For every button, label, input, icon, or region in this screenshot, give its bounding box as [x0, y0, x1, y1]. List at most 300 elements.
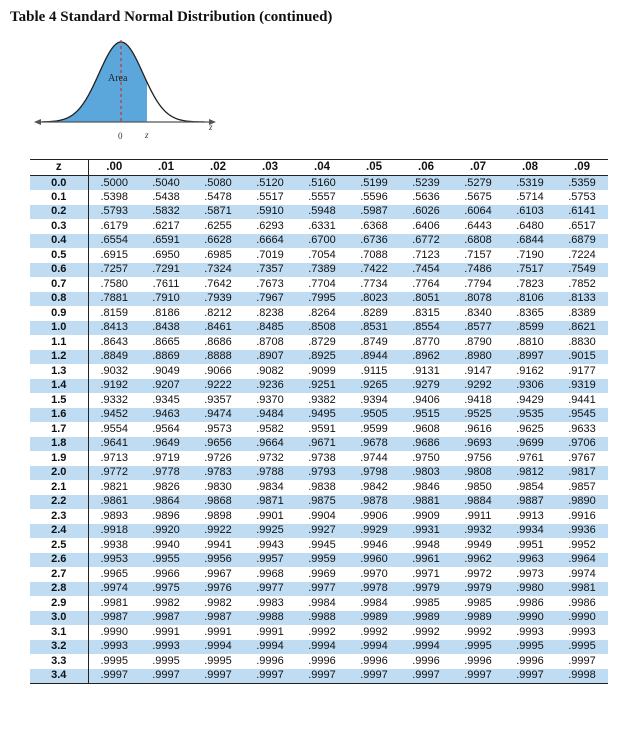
probability-cell: .9949 — [452, 538, 504, 553]
probability-cell: .9896 — [140, 509, 192, 524]
probability-cell: .8315 — [400, 306, 452, 321]
probability-cell: .9997 — [504, 669, 556, 684]
column-header: .00 — [88, 160, 140, 176]
probability-cell: .9993 — [140, 640, 192, 655]
table-row — [30, 654, 608, 669]
probability-cell: .9382 — [296, 393, 348, 408]
z-header: z — [30, 160, 88, 176]
probability-cell: .8621 — [556, 321, 608, 336]
probability-cell: .9994 — [192, 640, 244, 655]
z-value: 1.2 — [30, 350, 88, 365]
probability-cell: .9878 — [348, 495, 400, 510]
table-body — [30, 176, 608, 684]
probability-cell: .9861 — [88, 495, 140, 510]
probability-cell: .8962 — [400, 350, 452, 365]
probability-cell: .9994 — [400, 640, 452, 655]
probability-cell: .8264 — [296, 306, 348, 321]
probability-cell: .9940 — [140, 538, 192, 553]
z-value: 2.4 — [30, 524, 88, 539]
probability-cell: .9997 — [140, 669, 192, 684]
probability-cell: .5832 — [140, 205, 192, 220]
probability-cell: .7054 — [296, 248, 348, 263]
probability-cell: .8508 — [296, 321, 348, 336]
probability-cell: .9826 — [140, 480, 192, 495]
probability-cell: .9955 — [140, 553, 192, 568]
probability-cell: .9995 — [88, 654, 140, 669]
z-value: 0.5 — [30, 248, 88, 263]
probability-cell: .6554 — [88, 234, 140, 249]
probability-cell: .9980 — [504, 582, 556, 597]
probability-cell: .8554 — [400, 321, 452, 336]
table-row — [30, 219, 608, 234]
probability-cell: .8869 — [140, 350, 192, 365]
table-row — [30, 437, 608, 452]
z-value: 2.8 — [30, 582, 88, 597]
probability-cell: .9987 — [192, 611, 244, 626]
probability-cell: .5279 — [452, 176, 504, 191]
probability-cell: .9236 — [244, 379, 296, 394]
table-row — [30, 596, 608, 611]
table-row — [30, 292, 608, 307]
probability-cell: .9996 — [504, 654, 556, 669]
probability-cell: .9994 — [348, 640, 400, 655]
probability-cell: .6026 — [400, 205, 452, 220]
probability-cell: .9834 — [244, 480, 296, 495]
probability-cell: .9817 — [556, 466, 608, 481]
probability-cell: .9656 — [192, 437, 244, 452]
probability-cell: .9953 — [88, 553, 140, 568]
probability-cell: .9049 — [140, 364, 192, 379]
probability-cell: .9664 — [244, 437, 296, 452]
probability-cell: .9925 — [244, 524, 296, 539]
probability-cell: .9964 — [556, 553, 608, 568]
probability-cell: .9115 — [348, 364, 400, 379]
probability-cell: .6808 — [452, 234, 504, 249]
column-header: .08 — [504, 160, 556, 176]
probability-cell: .9952 — [556, 538, 608, 553]
probability-cell: .9738 — [296, 451, 348, 466]
probability-cell: .9099 — [296, 364, 348, 379]
probability-cell: .8461 — [192, 321, 244, 336]
probability-cell: .7224 — [556, 248, 608, 263]
z-value: 3.3 — [30, 654, 88, 669]
probability-cell: .9985 — [452, 596, 504, 611]
probability-cell: .8485 — [244, 321, 296, 336]
probability-cell: .9977 — [244, 582, 296, 597]
probability-cell: .9868 — [192, 495, 244, 510]
probability-cell: .5199 — [348, 176, 400, 191]
probability-cell: .5319 — [504, 176, 556, 191]
probability-cell: .7190 — [504, 248, 556, 263]
probability-cell: .5517 — [244, 190, 296, 205]
probability-cell: .9406 — [400, 393, 452, 408]
probability-cell: .6772 — [400, 234, 452, 249]
probability-cell: .7454 — [400, 263, 452, 278]
probability-cell: .9732 — [244, 451, 296, 466]
probability-cell: .9969 — [296, 567, 348, 582]
probability-cell: .6103 — [504, 205, 556, 220]
probability-cell: .8212 — [192, 306, 244, 321]
z-value: 1.3 — [30, 364, 88, 379]
probability-cell: .5000 — [88, 176, 140, 191]
probability-cell: .7324 — [192, 263, 244, 278]
probability-cell: .6064 — [452, 205, 504, 220]
probability-cell: .9974 — [556, 567, 608, 582]
probability-cell: .6517 — [556, 219, 608, 234]
probability-cell: .9993 — [88, 640, 140, 655]
probability-cell: .9906 — [348, 509, 400, 524]
probability-cell: .9968 — [244, 567, 296, 582]
probability-cell: .9909 — [400, 509, 452, 524]
z-value: 1.1 — [30, 335, 88, 350]
z-value: 0.0 — [30, 176, 88, 191]
table-row — [30, 176, 608, 191]
probability-cell: .9418 — [452, 393, 504, 408]
probability-cell: .7357 — [244, 263, 296, 278]
probability-cell: .6480 — [504, 219, 556, 234]
z-value: 1.8 — [30, 437, 88, 452]
probability-cell: .9830 — [192, 480, 244, 495]
page-title: Table 4 Standard Normal Distribution (continued) — [10, 9, 333, 25]
probability-cell: .9484 — [244, 408, 296, 423]
probability-cell: .9987 — [140, 611, 192, 626]
probability-cell: .9961 — [400, 553, 452, 568]
probability-cell: .9306 — [504, 379, 556, 394]
probability-cell: .7422 — [348, 263, 400, 278]
probability-cell: .8365 — [504, 306, 556, 321]
probability-cell: .9474 — [192, 408, 244, 423]
table-row — [30, 669, 608, 684]
probability-cell: .9932 — [452, 524, 504, 539]
probability-cell: .9545 — [556, 408, 608, 423]
probability-cell: .9535 — [504, 408, 556, 423]
probability-cell: .9554 — [88, 422, 140, 437]
probability-cell: .9394 — [348, 393, 400, 408]
table-row — [30, 466, 608, 481]
probability-cell: .9984 — [296, 596, 348, 611]
table-row — [30, 625, 608, 640]
probability-cell: .9963 — [504, 553, 556, 568]
axis-label: z — [209, 122, 213, 132]
probability-cell: .9970 — [348, 567, 400, 582]
z-value: 0.1 — [30, 190, 88, 205]
probability-cell: .7257 — [88, 263, 140, 278]
probability-cell: .7794 — [452, 277, 504, 292]
probability-cell: .8749 — [348, 335, 400, 350]
table-row — [30, 567, 608, 582]
probability-cell: .9452 — [88, 408, 140, 423]
probability-cell: .9699 — [504, 437, 556, 452]
table-row — [30, 495, 608, 510]
probability-cell: .8944 — [348, 350, 400, 365]
probability-cell: .8907 — [244, 350, 296, 365]
probability-cell: .9850 — [452, 480, 504, 495]
probability-cell: .6368 — [348, 219, 400, 234]
column-header: .03 — [244, 160, 296, 176]
probability-cell: .9846 — [400, 480, 452, 495]
probability-cell: .9966 — [140, 567, 192, 582]
probability-cell: .5910 — [244, 205, 296, 220]
table-row — [30, 611, 608, 626]
probability-cell: .7389 — [296, 263, 348, 278]
probability-cell: .8389 — [556, 306, 608, 321]
probability-cell: .7967 — [244, 292, 296, 307]
probability-cell: .9162 — [504, 364, 556, 379]
probability-cell: .9744 — [348, 451, 400, 466]
probability-cell: .9641 — [88, 437, 140, 452]
table-row — [30, 263, 608, 278]
probability-cell: .9989 — [348, 611, 400, 626]
probability-cell: .9898 — [192, 509, 244, 524]
z-value: 2.7 — [30, 567, 88, 582]
probability-cell: .9778 — [140, 466, 192, 481]
probability-cell: .9967 — [192, 567, 244, 582]
probability-cell: .9979 — [452, 582, 504, 597]
probability-cell: .9082 — [244, 364, 296, 379]
probability-cell: .9864 — [140, 495, 192, 510]
table-row — [30, 509, 608, 524]
probability-cell: .5160 — [296, 176, 348, 191]
probability-cell: .9015 — [556, 350, 608, 365]
z-value: 0.9 — [30, 306, 88, 321]
probability-cell: .5438 — [140, 190, 192, 205]
z-value: 2.9 — [30, 596, 88, 611]
probability-cell: .9750 — [400, 451, 452, 466]
z-value: 1.5 — [30, 393, 88, 408]
probability-cell: .9993 — [556, 625, 608, 640]
probability-cell: .9177 — [556, 364, 608, 379]
probability-cell: .9904 — [296, 509, 348, 524]
probability-cell: .9147 — [452, 364, 504, 379]
probability-cell: .9994 — [244, 640, 296, 655]
probability-cell: .9995 — [452, 640, 504, 655]
probability-cell: .8980 — [452, 350, 504, 365]
probability-cell: .9463 — [140, 408, 192, 423]
probability-cell: .7123 — [400, 248, 452, 263]
probability-cell: .9686 — [400, 437, 452, 452]
probability-cell: .8133 — [556, 292, 608, 307]
probability-cell: .8289 — [348, 306, 400, 321]
probability-cell: .8708 — [244, 335, 296, 350]
table-row — [30, 234, 608, 249]
probability-cell: .9996 — [452, 654, 504, 669]
probability-cell: .7673 — [244, 277, 296, 292]
probability-cell: .9989 — [400, 611, 452, 626]
probability-cell: .9767 — [556, 451, 608, 466]
probability-cell: .8106 — [504, 292, 556, 307]
probability-cell: .9995 — [504, 640, 556, 655]
probability-cell: .9726 — [192, 451, 244, 466]
probability-cell: .5871 — [192, 205, 244, 220]
probability-cell: .9988 — [244, 611, 296, 626]
probability-cell: .9972 — [452, 567, 504, 582]
probability-cell: .9901 — [244, 509, 296, 524]
probability-cell: .9515 — [400, 408, 452, 423]
probability-cell: .8729 — [296, 335, 348, 350]
probability-cell: .9803 — [400, 466, 452, 481]
probability-cell: .9990 — [556, 611, 608, 626]
probability-cell: .9761 — [504, 451, 556, 466]
probability-cell: .9987 — [88, 611, 140, 626]
probability-cell: .8665 — [140, 335, 192, 350]
probability-cell: .8531 — [348, 321, 400, 336]
probability-cell: .9991 — [192, 625, 244, 640]
probability-cell: .9996 — [244, 654, 296, 669]
table-header-row — [30, 160, 608, 176]
probability-cell: .9599 — [348, 422, 400, 437]
probability-cell: .6736 — [348, 234, 400, 249]
probability-cell: .8997 — [504, 350, 556, 365]
table-row — [30, 553, 608, 568]
probability-cell: .9936 — [556, 524, 608, 539]
probability-cell: .5120 — [244, 176, 296, 191]
z-value: 2.6 — [30, 553, 88, 568]
probability-cell: .9911 — [452, 509, 504, 524]
probability-cell: .6700 — [296, 234, 348, 249]
probability-cell: .7939 — [192, 292, 244, 307]
probability-cell: .9920 — [140, 524, 192, 539]
probability-cell: .9997 — [296, 669, 348, 684]
z-value: 0.4 — [30, 234, 88, 249]
probability-cell: .8643 — [88, 335, 140, 350]
area-label: Area — [108, 73, 128, 84]
probability-cell: .9564 — [140, 422, 192, 437]
probability-cell: .7852 — [556, 277, 608, 292]
table-row — [30, 306, 608, 321]
probability-cell: .7611 — [140, 277, 192, 292]
probability-cell: .9998 — [556, 669, 608, 684]
probability-cell: .9982 — [192, 596, 244, 611]
probability-cell: .9991 — [244, 625, 296, 640]
probability-cell: .6591 — [140, 234, 192, 249]
probability-cell: .9991 — [140, 625, 192, 640]
probability-cell: .9842 — [348, 480, 400, 495]
probability-cell: .6844 — [504, 234, 556, 249]
probability-cell: .9345 — [140, 393, 192, 408]
probability-cell: .6664 — [244, 234, 296, 249]
probability-cell: .9993 — [504, 625, 556, 640]
table-row — [30, 408, 608, 423]
probability-cell: .9965 — [88, 567, 140, 582]
probability-cell: .5753 — [556, 190, 608, 205]
probability-cell: .6628 — [192, 234, 244, 249]
probability-cell: .9985 — [400, 596, 452, 611]
probability-cell: .9582 — [244, 422, 296, 437]
z-value: 0.8 — [30, 292, 88, 307]
table-row — [30, 364, 608, 379]
probability-cell: .9857 — [556, 480, 608, 495]
probability-cell: .6293 — [244, 219, 296, 234]
probability-cell: .9971 — [400, 567, 452, 582]
z-marker-label: z — [145, 130, 149, 140]
probability-cell: .9960 — [348, 553, 400, 568]
probability-cell: .9222 — [192, 379, 244, 394]
z-value: 0.3 — [30, 219, 88, 234]
probability-cell: .7019 — [244, 248, 296, 263]
probability-cell: .8051 — [400, 292, 452, 307]
column-header: .04 — [296, 160, 348, 176]
probability-cell: .6443 — [452, 219, 504, 234]
probability-cell: .9265 — [348, 379, 400, 394]
table-row — [30, 335, 608, 350]
table-row — [30, 538, 608, 553]
probability-cell: .9992 — [400, 625, 452, 640]
probability-cell: .9978 — [348, 582, 400, 597]
probability-cell: .8810 — [504, 335, 556, 350]
probability-cell: .9913 — [504, 509, 556, 524]
probability-cell: .9995 — [556, 640, 608, 655]
table-row — [30, 524, 608, 539]
probability-cell: .9370 — [244, 393, 296, 408]
probability-cell: .9941 — [192, 538, 244, 553]
probability-cell: .5398 — [88, 190, 140, 205]
probability-cell: .9997 — [348, 669, 400, 684]
z-value: 3.0 — [30, 611, 88, 626]
probability-cell: .9916 — [556, 509, 608, 524]
probability-cell: .9992 — [452, 625, 504, 640]
probability-cell: .8599 — [504, 321, 556, 336]
z-value: 1.0 — [30, 321, 88, 336]
probability-cell: .9713 — [88, 451, 140, 466]
probability-cell: .9693 — [452, 437, 504, 452]
probability-cell: .9719 — [140, 451, 192, 466]
probability-cell: .6331 — [296, 219, 348, 234]
probability-cell: .9997 — [400, 669, 452, 684]
probability-cell: .9319 — [556, 379, 608, 394]
z-value: 1.9 — [30, 451, 88, 466]
probability-cell: .5478 — [192, 190, 244, 205]
probability-cell: .9977 — [296, 582, 348, 597]
probability-cell: .9332 — [88, 393, 140, 408]
probability-cell: .9992 — [296, 625, 348, 640]
table-row — [30, 248, 608, 263]
probability-cell: .7910 — [140, 292, 192, 307]
probability-cell: .6950 — [140, 248, 192, 263]
probability-cell: .9931 — [400, 524, 452, 539]
probability-cell: .6879 — [556, 234, 608, 249]
probability-cell: .9591 — [296, 422, 348, 437]
table-row — [30, 582, 608, 597]
probability-cell: .8686 — [192, 335, 244, 350]
probability-cell: .8413 — [88, 321, 140, 336]
probability-cell: .9989 — [452, 611, 504, 626]
probability-cell: .6179 — [88, 219, 140, 234]
probability-cell: .9783 — [192, 466, 244, 481]
probability-cell: .7549 — [556, 263, 608, 278]
probability-cell: .7517 — [504, 263, 556, 278]
probability-cell: .9981 — [88, 596, 140, 611]
probability-cell: .9893 — [88, 509, 140, 524]
probability-cell: .5040 — [140, 176, 192, 191]
z-value: 2.0 — [30, 466, 88, 481]
probability-cell: .9505 — [348, 408, 400, 423]
probability-cell: .9946 — [348, 538, 400, 553]
z-value: 0.6 — [30, 263, 88, 278]
probability-cell: .9997 — [556, 654, 608, 669]
z-value: 3.4 — [30, 669, 88, 684]
column-header: .01 — [140, 160, 192, 176]
table-row — [30, 205, 608, 220]
probability-cell: .9821 — [88, 480, 140, 495]
table-row — [30, 190, 608, 205]
probability-cell: .8888 — [192, 350, 244, 365]
probability-cell: .9772 — [88, 466, 140, 481]
probability-cell: .9616 — [452, 422, 504, 437]
probability-cell: .9979 — [400, 582, 452, 597]
probability-cell: .9951 — [504, 538, 556, 553]
probability-cell: .7995 — [296, 292, 348, 307]
table-row — [30, 379, 608, 394]
